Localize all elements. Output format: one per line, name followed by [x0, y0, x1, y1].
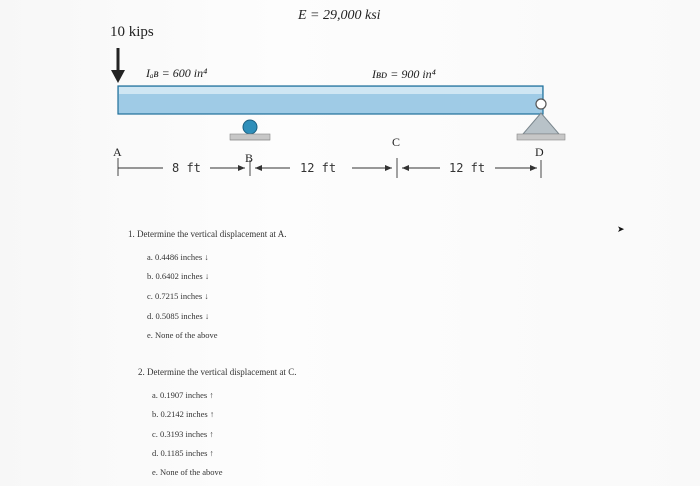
question-2-text: 2. Determine the vertical displacement at C.: [138, 367, 297, 377]
question-2-option-d[interactable]: d. 0.1185 inches ↑: [152, 448, 214, 458]
inertia-ab-label: Iₐʙ = 600 in⁴: [146, 66, 208, 80]
point-d-label: D: [535, 145, 544, 159]
question-1-text: 1. Determine the vertical displacement at A.: [128, 229, 287, 239]
support-b-icon: [230, 120, 270, 140]
point-c-label: C: [392, 135, 401, 149]
question-2-option-e[interactable]: e. None of the above: [152, 467, 223, 477]
beam-highlight: [119, 87, 542, 94]
load-label: 10 kips: [110, 24, 154, 40]
question-2-option-c[interactable]: c. 0.3193 inches ↑: [152, 429, 214, 439]
question-1-option-d[interactable]: d. 0.5085 inches ↓: [147, 311, 210, 321]
dimension-bc: 12 ft: [300, 161, 337, 175]
dimension-cd: 12 ft: [449, 161, 486, 175]
load-arrow-icon: [111, 48, 125, 83]
question-1-option-b[interactable]: b. 0.6402 inches ↓: [147, 271, 210, 281]
inertia-bd-label: Iʙᴅ = 900 in⁴: [372, 67, 436, 81]
question-2-option-a[interactable]: a. 0.1907 inches ↑: [152, 390, 214, 400]
mouse-cursor-icon: ➤: [617, 225, 625, 235]
dimension-ab: 8 ft: [172, 161, 201, 175]
point-b-label: B: [245, 151, 254, 165]
question-1-option-a[interactable]: a. 0.4486 inches ↓: [147, 252, 209, 262]
point-a-label: A: [113, 145, 122, 159]
question-1-option-e[interactable]: e. None of the above: [147, 330, 218, 340]
question-1-option-c[interactable]: c. 0.7215 inches ↓: [147, 291, 209, 301]
question-2-option-b[interactable]: b. 0.2142 inches ↑: [152, 409, 215, 419]
modulus-label: E = 29,000 ksi: [298, 8, 381, 23]
